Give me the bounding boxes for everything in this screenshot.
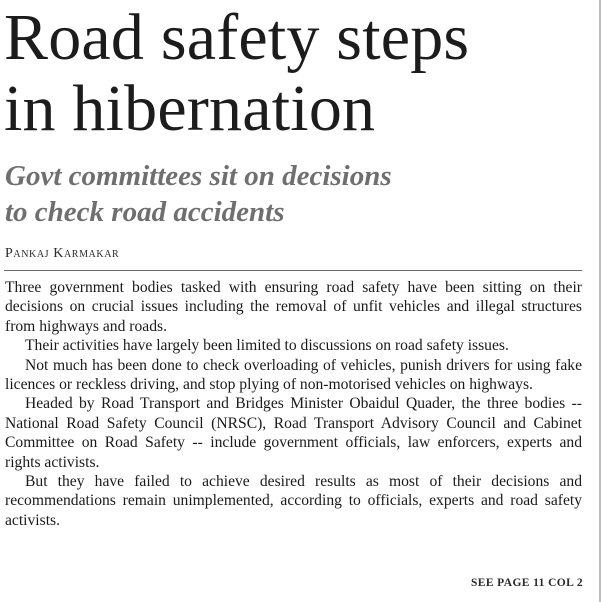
paragraph-4: Headed by Road Transport and Bridges Minister Obaidul Quader, the three bodies -- National Road Safety Council (NRSC), Road Transport Advisory Council and Cabinet Committee on Road Safety -- include government officials, law enforcers, experts and rights activists. [5,395,582,471]
paragraph-3: Not much has been done to check overloading of vehicles, punish drivers for using fake licences or reckless driving, and stop plying of non-motorised vehicles on highways. [5,356,582,394]
subheadline-line-2: to check road accidents [5,196,285,228]
paragraph-5: But they have failed to achieve desired results as most of their decisions and recommendations remain unimplemented, according to officials, experts and road safety activists. [5,473,582,529]
subheadline [5,158,600,230]
paragraph-1: Three government bodies tasked with ensuring road safety have been sitting on their decisions on crucial issues including the removal of unfit vehicles and illegal structures from highways and roads. [5,279,582,335]
continuation-note: SEE PAGE 11 COL 2 [470,577,583,589]
headline-line-1: Road safety steps [4,1,470,74]
subheadline-line-1: Govt committees sit on decisions [5,160,392,192]
headline-line-2: in hibernation [4,72,376,145]
headline [4,2,599,144]
byline-divider [4,270,582,271]
paragraph-2: Their activities have largely been limited to discussions on road safety issues. [25,337,509,355]
article-body [5,278,582,530]
byline: Pankaj Karmakar [5,246,120,261]
